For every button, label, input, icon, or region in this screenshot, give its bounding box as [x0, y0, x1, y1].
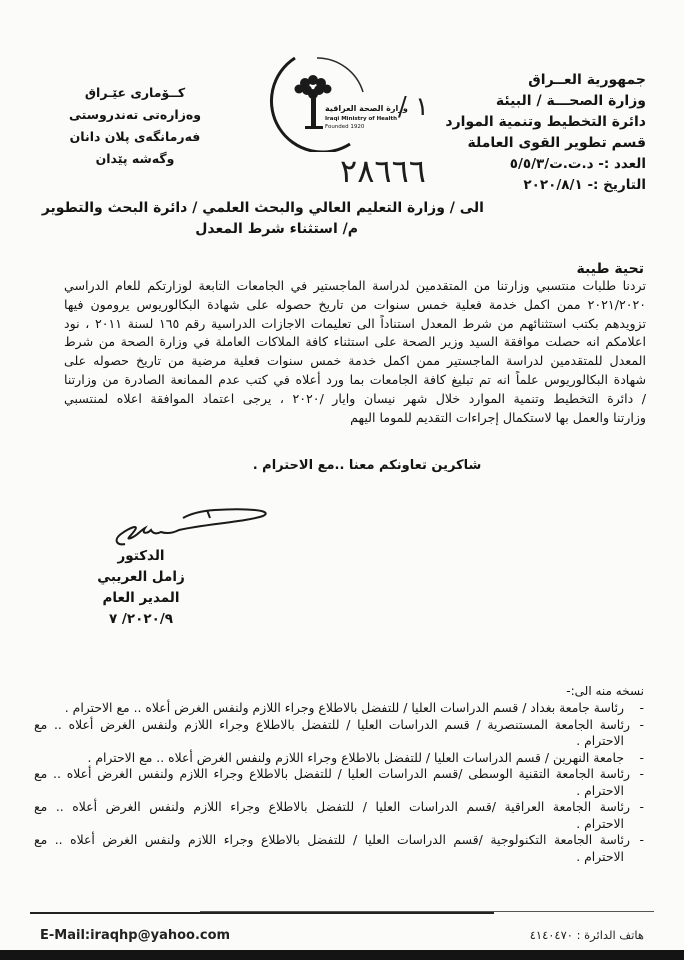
- list-dash: -: [639, 832, 644, 847]
- ministry-logo: [255, 52, 408, 152]
- list-dash: -: [639, 766, 644, 781]
- ministry-name: وزارة الصحـــة / البيئة: [495, 93, 646, 109]
- list-dash: -: [639, 716, 644, 732]
- cc-item: [34, 700, 644, 717]
- cc-item-text: جامعة النهرين / قسم الدراسات العليا / للتفضل بالاطلاع وجراء اللازم ولنفس الغرض أعلاه .. مع الاحترام .: [87, 749, 624, 765]
- cc-item-text: رئاسة الجامعة العراقية /قسم الدراسات العليا / للتفضل بالاطلاع وجراء اللازم ولنفس الغرض أعلاه .. مع: [34, 799, 630, 814]
- body-line: وزارتنا والعمل بها لاستكمال إجراءات التقديم للموما اليهم: [350, 409, 646, 425]
- logo-arabic-text: وزارة الصحة العراقية: [325, 104, 408, 113]
- cc-item-continuation: الاحترام .: [576, 782, 624, 798]
- cc-item: [34, 766, 644, 799]
- letterhead-arabic: [416, 70, 646, 196]
- addressee: الى / وزارة التعليم العالي والبحث العلمي / دائرة البحث والتطوير: [41, 200, 484, 216]
- list-dash: -: [639, 799, 644, 814]
- list-dash: -: [639, 700, 644, 715]
- cc-item: [34, 799, 644, 832]
- body-line: تزويدهم بكتب استثنائهم من شرط المعدل استناداً الى تعليمات الاجازات الدراسية رقم ١٦٥ لسنة ٢٠١١ ، نود: [64, 315, 646, 331]
- scan-bottom-edge: [0, 950, 684, 960]
- body-line: شهادة البكالوريوس علماً انه تم تبليغ كافة الجامعات بما ورد أعلاه في كتب عدم الممانعة الصادرة من وزارتنا: [64, 371, 646, 387]
- logo-english-text: Iraqi Ministry of Health: [325, 116, 398, 122]
- cc-title: نسخه منه الى:-: [566, 684, 644, 698]
- date-row: [416, 175, 646, 196]
- footer-divider-thin: [200, 911, 654, 912]
- cc-item-continuation: الاحترام .: [576, 733, 624, 748]
- ministry-name-kurdish: وەزارەتی تەندروستی: [68, 107, 202, 122]
- cc-item: [34, 832, 644, 865]
- subject: م/ استثناء شرط المعدل: [195, 221, 358, 237]
- cc-item-continuation: الاحترام .: [576, 848, 624, 864]
- signature-date: ٢٠٢٠/٩/ ٧: [108, 611, 174, 627]
- footer-phone: هاتف الدائرة : ٤١٤٠٤٧٠: [529, 928, 644, 942]
- footer-divider: [30, 912, 494, 914]
- signatory-title: الدكتور: [117, 548, 165, 564]
- cc-item-text: رئاسة جامعة بغداد / قسم الدراسات العليا / للتفضل بالاطلاع وجراء اللازم ولنفس الغرض أعلاه .. مع الاحترام .: [64, 700, 624, 715]
- footer-email: E-Mail:iraqhp@yahoo.com: [40, 928, 231, 943]
- body-line: / دائرة التخطيط وتنمية الموارد خلال شهر نيسان وايار /٢٠٢٠ ، يرجى اعتماد الموافقة اعلاه لمنتسبي: [64, 390, 646, 406]
- date-label: التاريخ :-: [587, 177, 646, 193]
- body-line: المعدل للمتقدمين لدراسة الماجستير ممن اكمل خدمة خمس سنوات فعلية مرضية من تاريخ حصوله على: [64, 353, 646, 369]
- country-name: جمهورية العــراق: [528, 72, 646, 88]
- cc-item-text: رئاسة الجامعة التقنية الوسطى /قسم الدراسات العليا / للتفضل بالاطلاع وجراء اللازم ولنفس الغرض أعلاه .. مع: [34, 766, 630, 781]
- greeting: تحية طيبة: [576, 261, 644, 277]
- handwritten-ref-number: ٢٨٦٦٦: [340, 152, 426, 190]
- date-value: ٢٠٢٠/٨/١: [523, 177, 583, 193]
- country-name-kurdish: كــۆماری عێـراق: [84, 85, 186, 100]
- directorate-name: دائرة التخطيط وتنمية الموارد: [445, 114, 646, 130]
- cc-item: [34, 750, 644, 767]
- directorate-name-kurdish: فەرمانگەی پلان دانان وگەشە پێدان: [69, 129, 201, 166]
- signatory-name: زامل العريبي: [97, 569, 185, 585]
- handwritten-marks: / ١: [398, 92, 429, 122]
- body-line: اعلامكم انه حصلت موافقة السيد وزير الصحة على استثناء كافة الملاكات العاملة في وزارة الصحة من شرط: [64, 334, 646, 350]
- letterhead-kurdish: [50, 82, 220, 170]
- department-name: قسم تطوير القوى العاملة: [467, 135, 646, 151]
- cc-item-continuation: الاحترام .: [576, 815, 624, 831]
- cc-item: [34, 717, 644, 750]
- signatory-position: المدير العام: [102, 590, 180, 606]
- palm-tree-emblem-icon: [255, 52, 385, 152]
- cc-item-text: رئاسة الجامعة التكنولوجية /قسم الدراسات العليا / للتفضل بالاطلاع وجراء اللازم ولنفس الغرض أعلاه .. مع: [34, 832, 630, 847]
- cc-list: [34, 700, 644, 865]
- body-line: تردنا طلبات منتسبي وزارتنا من المتقدمين لدراسة الماجستير في الجامعات التابعة لوزارتكم للعام الدراسي: [64, 278, 646, 293]
- closing-remark: شاكرين تعاونكم معنا ..مع الاحترام .: [252, 458, 482, 473]
- list-dash: -: [639, 749, 644, 765]
- cc-item-text: رئاسة الجامعة المستنصرية / قسم الدراسات العليا / للتفضل بالاطلاع وجراء اللازم ولنفس الغرض أعلاه .. مع: [34, 716, 630, 732]
- body-line: ٢٠٢١/٢٠٢٠ ممن اكمل خدمة فعلية خمس سنوات من تاريخ حصوله على شهادة البكالوريوس يرومون فيها: [64, 296, 646, 312]
- logo-founded-text: Founded 1920: [325, 124, 365, 130]
- letter-body: [64, 277, 646, 427]
- reference-number: العدد :- د.ت.ت/٥/٥/٣: [509, 156, 646, 172]
- signatory-block: [96, 546, 186, 630]
